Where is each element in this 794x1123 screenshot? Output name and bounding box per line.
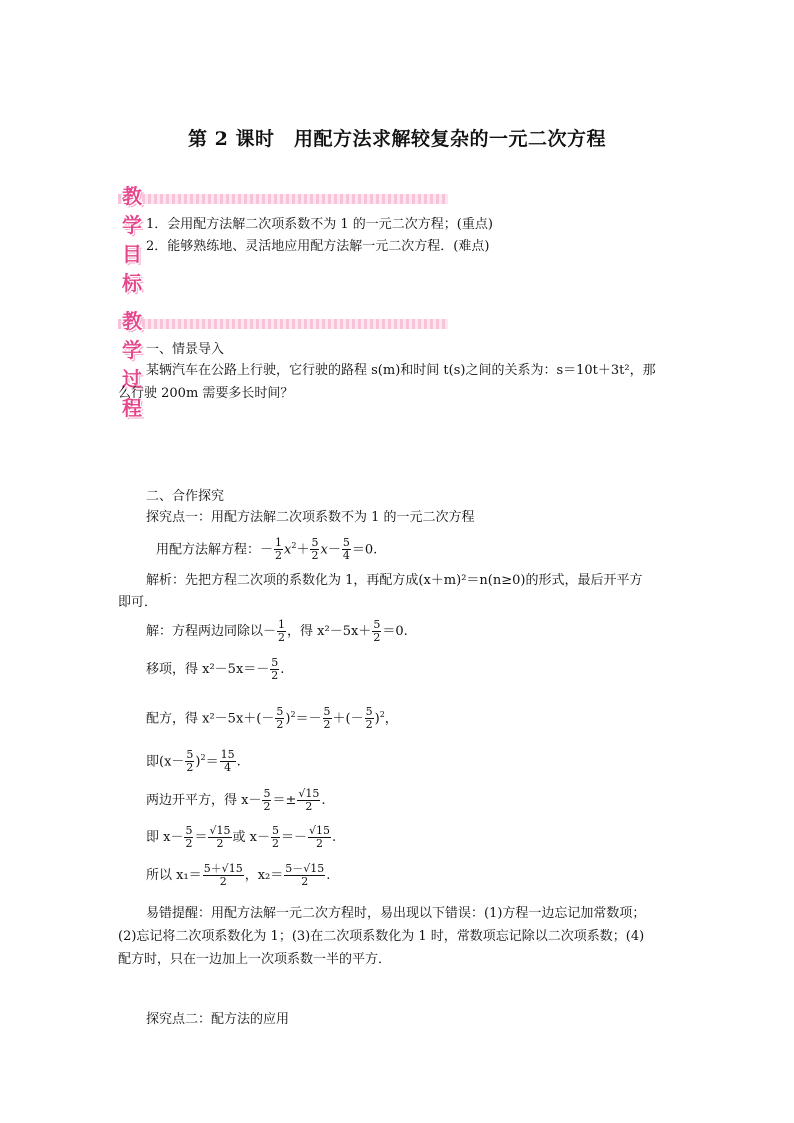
intro-text-line-1: 某辆汽车在公路上行驶，它行驶的路程 s(m)和时间 t(s)之间的关系为：s＝10t＋3t²，那 xyxy=(146,363,656,378)
solution-step-1: 解：方程两边同除以－ $\frac{1}{2}$ ，得 x²－5x＋ $\frac{5}{2}$ ＝0. xyxy=(146,618,408,644)
fraction: $\frac{√15}{2}$ xyxy=(308,824,330,850)
fraction: $\frac{5}{2}$ xyxy=(186,748,194,775)
fraction: $\frac{√15}{2}$ xyxy=(298,787,320,813)
fraction: $\frac{1}{2}$ xyxy=(278,618,286,644)
explore-heading: 二、合作探究 xyxy=(146,489,225,504)
tip-line-1: 易错提醒：用配方法解一元二次方程时，易出现以下错误：(1)方程一边忘记加常数项； xyxy=(146,906,646,921)
solution-step-7: 所以 x₁＝ $\frac{5+√15}{2}$ ，x₂＝ $\frac{5-√15}{2}$ . xyxy=(146,862,331,888)
fraction: $\frac{5}{2}$ xyxy=(185,824,193,850)
fraction: $\frac{5+√15}{2}$ xyxy=(203,862,243,888)
solution-step-6: 即 x－ $\frac{5}{2}$ ＝ $\frac{√15}{2}$ 或 x－ $\frac{5}{2}$ ＝－ $\frac{√15}{2}$ . xyxy=(146,824,337,850)
fraction: $\frac{5-√15}{2}$ xyxy=(285,862,325,888)
explore-point-2: 探究点二：配方法的应用 xyxy=(146,1012,290,1027)
section-header-bar xyxy=(118,194,448,204)
fraction: $\frac{5}{2}$ xyxy=(271,656,279,682)
fraction: $\frac{√15}{2}$ xyxy=(209,824,231,850)
fraction: $\frac{5}{2}$ xyxy=(373,618,381,644)
analysis-line-2: 即可． xyxy=(118,595,158,610)
solution-step-5: 两边开平方，得 x－ $\frac{5}{2}$ ＝± $\frac{√15}{2}$ . xyxy=(146,787,326,813)
section-label-process: 教学过程 xyxy=(122,309,143,420)
goal-item-2: 2．能够熟练地、灵活地应用配方法解一元二次方程．(难点) xyxy=(146,239,490,254)
fraction: $\frac{5}{2}$ xyxy=(311,536,319,563)
fraction: $\frac{5}{4}$ xyxy=(342,536,350,563)
page-title: 第 2 课时 用配方法求解较复杂的一元二次方程 xyxy=(188,128,606,150)
solution-step-2: 移项，得 x²－5x＝－ $\frac{5}{2}$ . xyxy=(146,656,285,682)
fraction: $\frac{5}{2}$ xyxy=(271,824,279,850)
intro-text-line-2: 么行驶 200m 需要多长时间？ xyxy=(118,386,294,401)
explore-point-1: 探究点一：用配方法解二次项系数不为 1 的一元二次方程 xyxy=(146,510,475,525)
section-header-bar xyxy=(118,319,448,329)
tip-line-3: 配方时，只在一边加上一次项系数一半的平方． xyxy=(118,952,392,967)
fraction: $\frac{15}{4}$ xyxy=(220,748,235,775)
fraction: $\frac{1}{2}$ xyxy=(275,536,283,563)
solution-step-4: 即(x－ $\frac{5}{2}$ )$^2$＝ $\frac{15}{4}$ . xyxy=(146,748,241,775)
fraction: $\frac{5}{2}$ xyxy=(276,705,284,732)
fraction: $\frac{5}{2}$ xyxy=(323,705,331,732)
analysis-line-1: 解析：先把方程二次项的系数化为 1，再配方成(x＋m)²＝n(n≥0)的形式，最后开平方 xyxy=(146,573,643,588)
intro-heading: 一、情景导入 xyxy=(146,342,225,357)
problem-prefix: 用配方法解方程： xyxy=(156,542,261,558)
goal-item-1: 1．会用配方法解二次项系数不为 1 的一元二次方程；(重点) xyxy=(146,217,493,232)
section-label-goals: 教学目标 xyxy=(122,184,143,295)
fraction: $\frac{5}{2}$ xyxy=(263,787,271,813)
fraction: $\frac{5}{2}$ xyxy=(365,705,373,732)
tip-line-2: (2)忘记将二次项系数化为 1；(3)在二次项系数化为 1 时，常数项忘记除以二次项系数；(4) xyxy=(118,929,645,944)
problem-equation: 用配方法解方程：－ $\frac{1}{2}$ $x^2+$ $\frac{5}{2}$ x－ $\frac{5}{4}$ ＝0. xyxy=(156,536,378,563)
solution-step-3: 配方，得 x²－5x＋(－ $\frac{5}{2}$ )$^2$＝－ $\frac{5}{2}$ ＋(－ $\frac{5}{2}$ )$^2$， xyxy=(146,705,398,732)
